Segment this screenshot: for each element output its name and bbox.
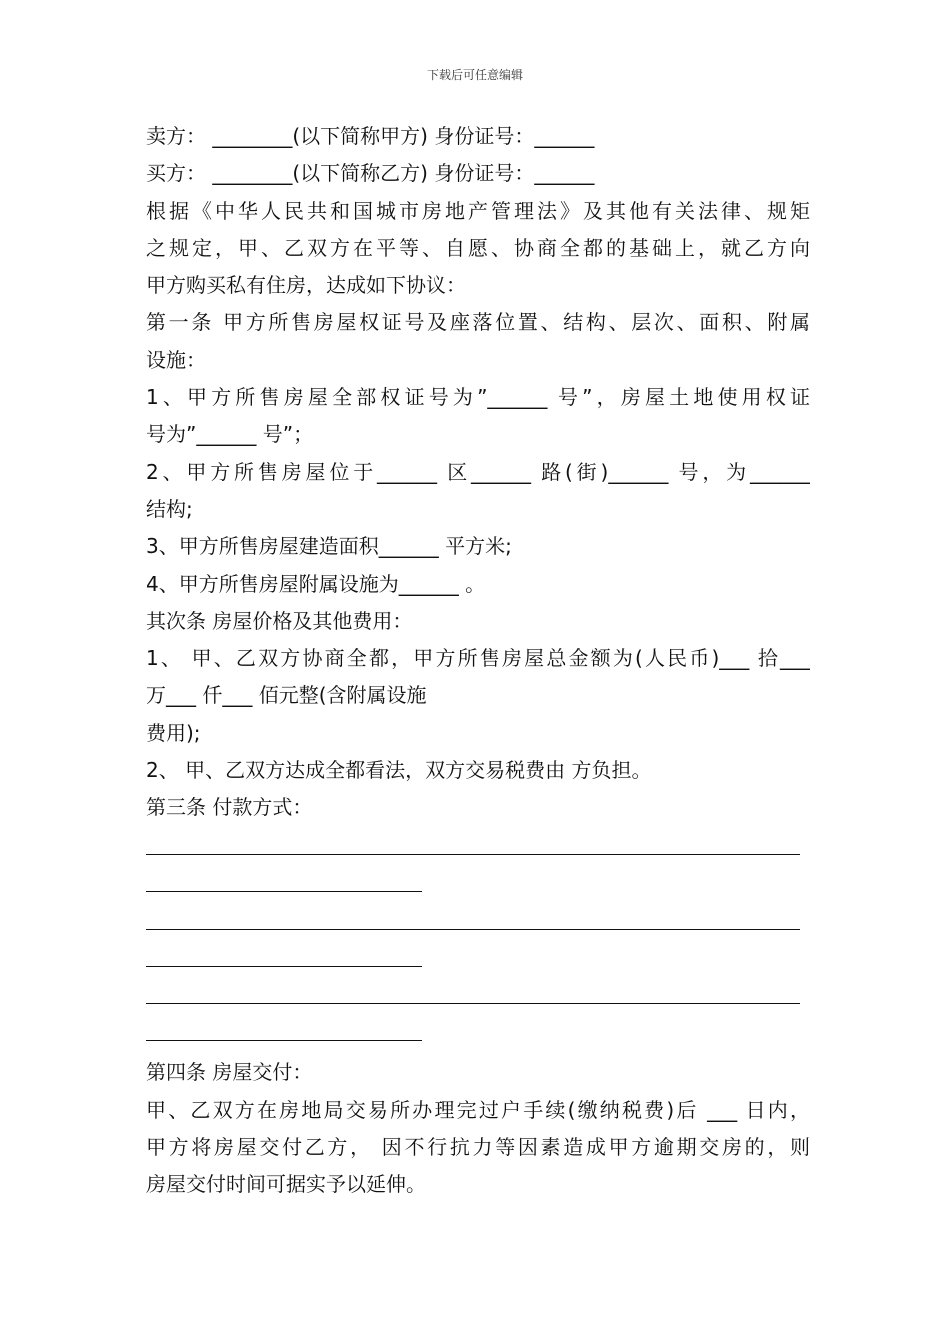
article-1-item-1-cont: 号为”______ 号”；	[146, 422, 314, 447]
payment-blank-line-1	[146, 827, 810, 864]
article-1-item-3: 3、甲方所售房屋建造面积______ 平方米;	[146, 534, 512, 559]
preamble-line-3: 甲方购买私有住房，达成如下协议：	[146, 273, 466, 298]
article-1-heading-cont: 设施：	[146, 347, 206, 372]
article-3-heading: 第三条 付款方式：	[146, 795, 313, 820]
payment-blank-line-5	[146, 976, 810, 1013]
page-header: 下载后可任意编辑	[426, 68, 523, 82]
preamble-line-1: 根据《中华人民共和国城市房地产管理法》及其他有关法律、规矩	[146, 198, 810, 223]
article-1-item-2: 2、甲方所售房屋位于______ 区______ 路(街)______ 号，为______	[146, 459, 810, 484]
article-2-item-1-cont: 万___ 仟___ 佰元整(含附属设施	[146, 683, 427, 708]
buyer-line: 买方： ________(以下简称乙方) 身份证号：______	[146, 161, 595, 186]
seller-line: 卖方： ________(以下简称甲方) 身份证号：______	[146, 124, 595, 148]
payment-blank-line-4	[146, 939, 810, 976]
article-2-item-1-cont-2: 费用);	[146, 720, 201, 745]
article-1-item-4: 4、甲方所售房屋附属设施为______ 。	[146, 571, 486, 596]
article-1-item-1: 1、甲方所售房屋全部权证号为”______ 号”，房屋土地使用权证	[146, 385, 810, 410]
payment-blank-line-3	[146, 901, 810, 938]
article-1-heading: 第一条 甲方所售房屋权证号及座落位置、结构、层次、面积、附属	[146, 310, 810, 335]
article-2-heading: 其次条 房屋价格及其他费用：	[146, 608, 413, 633]
article-2-item-1: 1、 甲、乙双方协商全都，甲方所售房屋总金额为(人民币)___ 拾___	[146, 646, 810, 671]
payment-blank-line-2	[146, 864, 810, 901]
article-4-heading: 第四条 房屋交付：	[146, 1060, 313, 1085]
article-4-text-2: 甲方将房屋交付乙方， 因不行抗力等因素造成甲方逾期交房的，则	[146, 1135, 810, 1160]
article-2-item-2: 2、 甲、乙双方达成全都看法，双方交易税费由 方负担。	[146, 758, 652, 783]
document-body	[146, 118, 810, 1204]
payment-blank-line-6	[146, 1013, 810, 1050]
article-4-text-1: 甲、乙双方在房地局交易所办理完过户手续(缴纳税费)后 ___ 日内，	[146, 1097, 810, 1122]
preamble-line-2: 之规定，甲、乙双方在平等、自愿、协商全都的基础上，就乙方向	[146, 235, 810, 260]
article-1-item-2-cont: 结构;	[146, 496, 193, 521]
article-4-text-3: 房屋交付时间可据实予以延伸。	[146, 1172, 426, 1197]
